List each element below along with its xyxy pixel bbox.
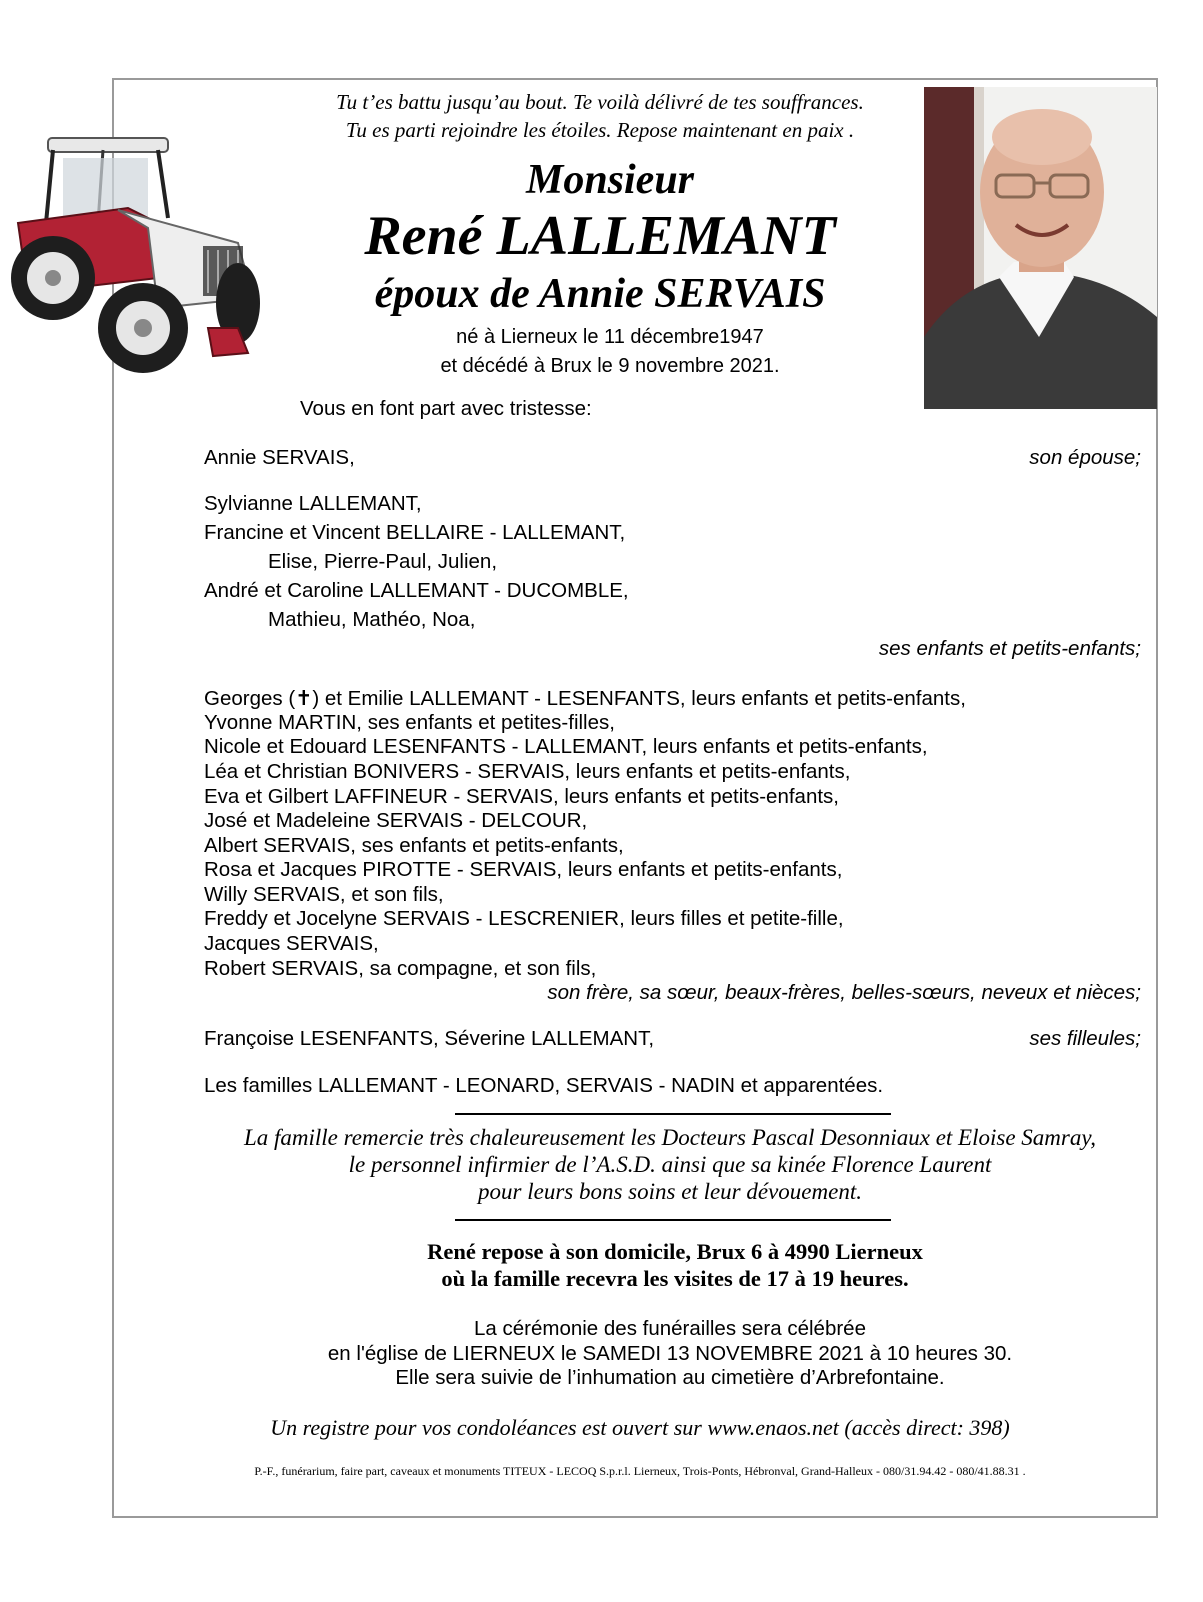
- sibling-line: Freddy et Jocelyne SERVAIS - LESCRENIER, leurs filles et petite-fille,: [204, 907, 844, 930]
- sibling-line: Eva et Gilbert LAFFINEUR - SERVAIS, leurs enfants et petits-enfants,: [204, 785, 839, 808]
- children-role: ses enfants et petits-enfants;: [878, 637, 1141, 660]
- condolence-register: Un registre pour vos condoléances est ouvert sur www.enaos.net (accès direct: 398): [270, 1415, 1010, 1440]
- siblings-role: son frère, sa sœur, beaux-frères, belles-sœurs, neveux et nièces;: [547, 981, 1141, 1004]
- quote-line-1: Tu t’es battu jusqu’au bout. Te voilà délivré de tes souffrances.: [336, 90, 864, 114]
- sibling-line: Rosa et Jacques PIROTTE - SERVAIS, leurs enfants et petits-enfants,: [204, 858, 843, 881]
- tractor-illustration: [8, 128, 263, 383]
- birth-info: né à Lierneux le 11 décembre1947: [456, 326, 764, 348]
- divider-bottom: [455, 1219, 891, 1221]
- intro-text: Vous en font part avec tristesse:: [300, 397, 592, 420]
- sibling-line: Georges (✝) et Emilie LALLEMANT - LESENFANTS, leurs enfants et petits-enfants,: [204, 687, 966, 710]
- death-info: et décédé à Brux le 9 novembre 2021.: [440, 355, 780, 377]
- grandchild-line: Mathieu, Mathéo, Noa,: [268, 608, 476, 631]
- ceremony-line-3: Elle sera suivie de l’inhumation au cimetière d’Arbrefontaine.: [395, 1366, 945, 1389]
- families-line: Les familles LALLEMANT - LEONARD, SERVAIS - NADIN et apparentées.: [204, 1074, 884, 1097]
- funeral-home-footer: P.-F., funérarium, faire part, caveaux et monuments TITEUX - LECOQ S.p.r.l. Lierneux, Trois-Ponts, Hébronval, Grand-Halleux - 080/31.94.42 - 080/41.88.31 .: [254, 1464, 1026, 1478]
- grandchild-line: Elise, Pierre-Paul, Julien,: [268, 550, 498, 573]
- portrait-photo: [924, 87, 1157, 409]
- sibling-line: Léa et Christian BONIVERS - SERVAIS, leurs enfants et petits-enfants,: [204, 760, 851, 783]
- ceremony-line-2: en l'église de LIERNEUX le SAMEDI 13 NOVEMBRE 2021 à 10 heures 30.: [327, 1342, 1013, 1365]
- goddaughters-role: ses filleules;: [1029, 1027, 1141, 1050]
- thanks-line-3: pour leurs bons soins et leur dévouement.: [478, 1179, 862, 1204]
- deceased-name: René LALLEMANT: [364, 205, 836, 267]
- goddaughters-names: Françoise LESENFANTS, Séverine LALLEMANT,: [204, 1027, 655, 1050]
- sibling-line: Willy SERVAIS, et son fils,: [204, 883, 444, 906]
- salutation: Monsieur: [525, 157, 695, 203]
- sibling-line: Nicole et Edouard LESENFANTS - LALLEMANT, leurs enfants et petits-enfants,: [204, 735, 928, 758]
- child-line: André et Caroline LALLEMANT - DUCOMBLE,: [204, 579, 629, 602]
- quote-line-2: Tu es parti rejoindre les étoiles. Repose maintenant en paix .: [345, 118, 855, 142]
- child-line: Francine et Vincent BELLAIRE - LALLEMANT,: [204, 521, 626, 544]
- rest-line-1: René repose à son domicile, Brux 6 à 4990 Lierneux: [427, 1239, 923, 1264]
- thanks-line-1: La famille remercie très chaleureusement les Docteurs Pascal Desonniaux et Eloise Samray,: [243, 1125, 1097, 1150]
- spouse-title: époux de Annie SERVAIS: [374, 271, 826, 317]
- ceremony-line-1: La cérémonie des funérailles sera célébrée: [473, 1317, 866, 1340]
- sibling-line: José et Madeleine SERVAIS - DELCOUR,: [204, 809, 588, 832]
- thanks-line-2: le personnel infirmier de l’A.S.D. ainsi que sa kinée Florence Laurent: [348, 1152, 992, 1177]
- child-line: Sylvianne LALLEMANT,: [204, 492, 422, 515]
- sibling-line: Robert SERVAIS, sa compagne, et son fils,: [204, 957, 597, 980]
- divider-top: [455, 1113, 891, 1115]
- rest-line-2: où la famille recevra les visites de 17 à 19 heures.: [441, 1266, 909, 1291]
- spouse-role: son épouse;: [1029, 446, 1141, 469]
- sibling-line: Jacques SERVAIS,: [204, 932, 379, 955]
- sibling-line: Albert SERVAIS, ses enfants et petits-enfants,: [204, 834, 624, 857]
- sibling-line: Yvonne MARTIN, ses enfants et petites-filles,: [204, 711, 615, 734]
- spouse-name: Annie SERVAIS,: [204, 446, 355, 469]
